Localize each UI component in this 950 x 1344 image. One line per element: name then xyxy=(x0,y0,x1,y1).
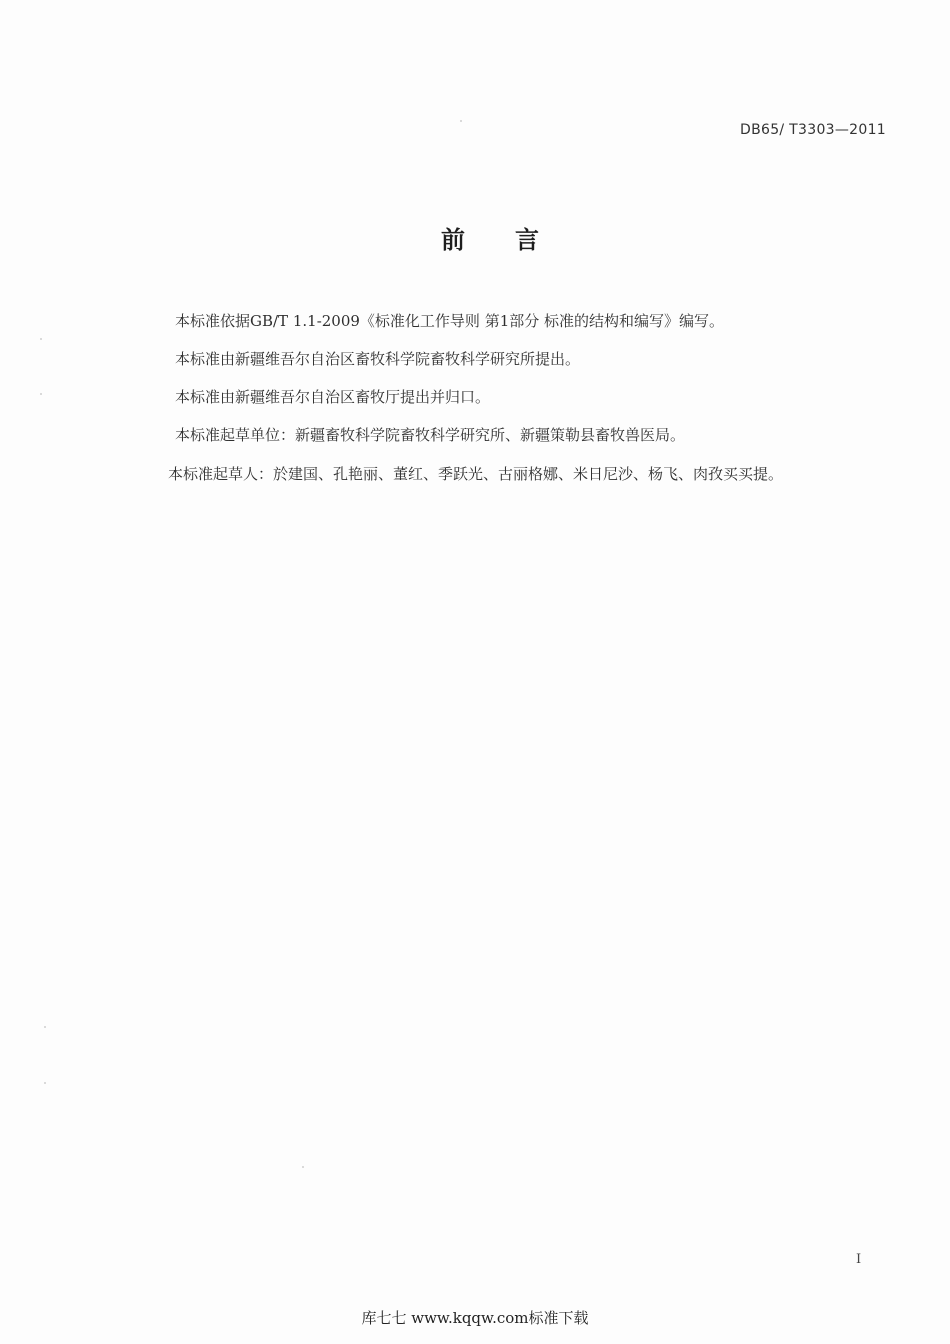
paragraph-drafting-units: 本标准起草单位：新疆畜牧科学院畜牧科学研究所、新疆策勒县畜牧兽医局。 xyxy=(175,426,686,444)
scan-speck xyxy=(302,1166,304,1168)
scan-speck xyxy=(40,393,42,395)
paragraph-centralized-unit: 本标准由新疆维吾尔自治区畜牧厅提出并归口。 xyxy=(175,388,491,406)
footer-watermark: 库七七 www.kqqw.com标准下载 xyxy=(361,1309,589,1327)
scan-speck xyxy=(44,1026,46,1028)
scan-speck xyxy=(460,120,462,122)
paragraph-drafting-basis: 本标准依据GB/T 1.1-2009《标准化工作导则 第1部分 标准的结构和编写》编写。 xyxy=(175,312,725,330)
paragraph-drafters: 本标准起草人：於建国、孔艳丽、董红、季跃光、古丽格娜、米日尼沙、杨飞、肉孜买买提。 xyxy=(168,465,784,483)
paragraph-proposer: 本标准由新疆维吾尔自治区畜牧科学院畜牧科学研究所提出。 xyxy=(175,350,581,368)
scan-speck xyxy=(44,1082,46,1084)
standard-code: DB65/ T3303—2011 xyxy=(740,122,886,138)
scan-speck xyxy=(40,338,42,340)
page-number: I xyxy=(856,1252,862,1267)
page-title: 前言 xyxy=(441,226,589,254)
